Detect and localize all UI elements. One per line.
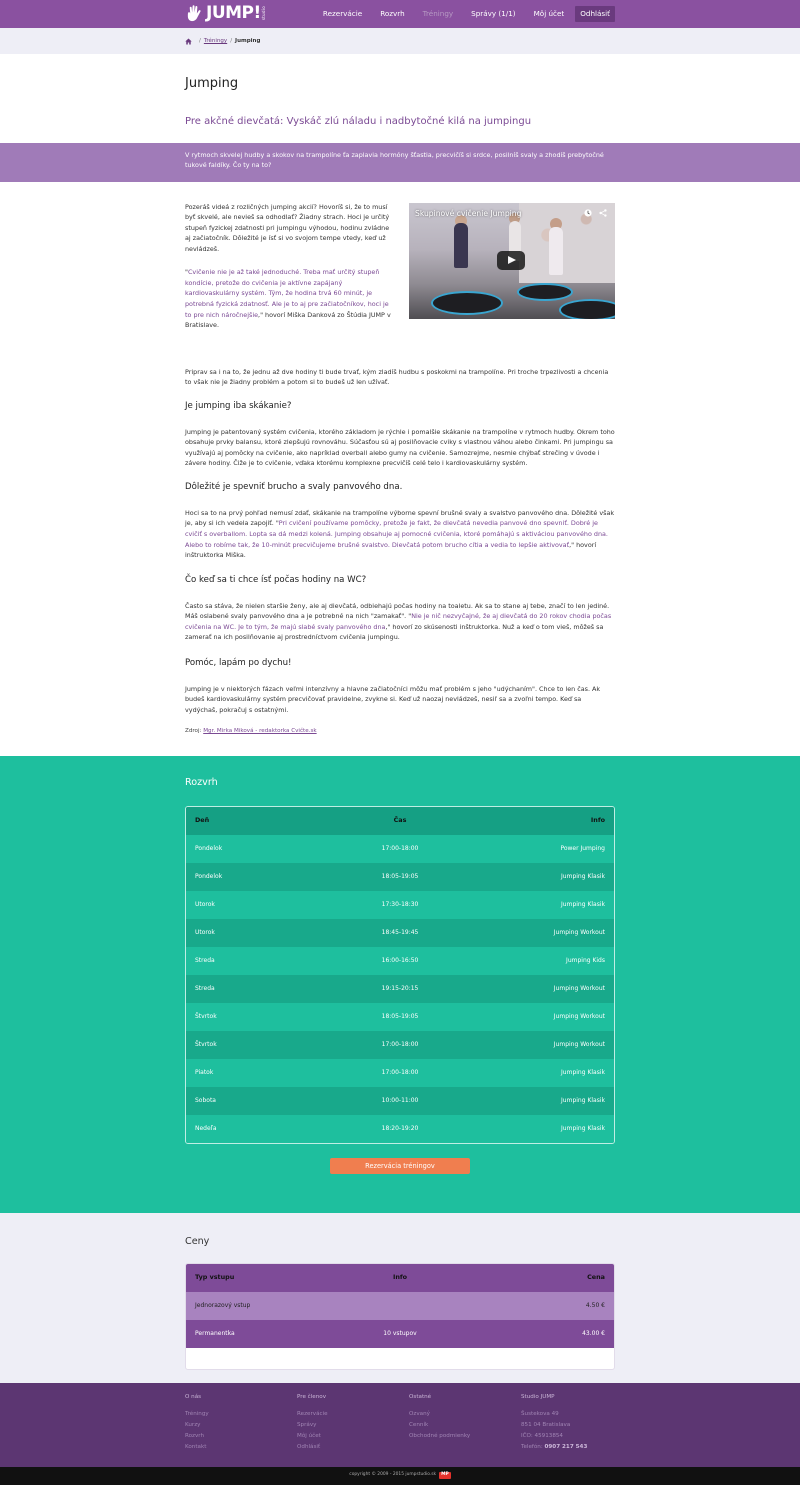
footer-column-title: Ostatné bbox=[409, 1393, 432, 1400]
table-row bbox=[186, 1059, 614, 1087]
paragraph-wc-attribution: ," hovorí zo skúsenosti inštruktorka. Nuž a keď o tom vieš, môžeš sa zamerať na ich posilňovanie aj prostredníctvom cvičenia jumpingu. bbox=[185, 622, 604, 642]
cell-info: Jumping Workout bbox=[553, 1041, 605, 1049]
breadcrumb-separator: / bbox=[230, 37, 233, 44]
intro-quote-paragraph bbox=[185, 267, 393, 330]
cell-info: Jumping Workout bbox=[553, 1013, 605, 1021]
video-trampoline bbox=[431, 291, 503, 315]
quote-open: " bbox=[185, 268, 188, 277]
footer-column-other bbox=[409, 1393, 519, 1442]
table-row bbox=[186, 1087, 614, 1115]
logout-button[interactable]: Odhlásiť bbox=[575, 6, 615, 22]
paragraph-core bbox=[185, 508, 615, 561]
footer-address: 851 04 Bratislava bbox=[521, 1422, 571, 1429]
logo[interactable] bbox=[185, 3, 266, 24]
cell-day: Streda bbox=[195, 957, 215, 965]
page-title: Jumping bbox=[185, 76, 239, 91]
footer-link[interactable]: Rezervácie bbox=[297, 1411, 328, 1418]
column-header: Info bbox=[590, 815, 605, 824]
top-navbar bbox=[0, 0, 800, 28]
cell-info: Jumping Klasik bbox=[561, 1069, 605, 1077]
table-row bbox=[186, 1320, 614, 1348]
copyright-text: copyright © 2009 - 2015 jumpstudio.sk bbox=[349, 1472, 437, 1478]
article-subtitle: Pre akčné dievčatá: Vyskáč zlú náladu i nadbytočné kilá na jumpingu bbox=[185, 115, 532, 127]
footer-phone-number[interactable]: 0907 217 543 bbox=[544, 1444, 588, 1451]
table-row bbox=[186, 919, 614, 947]
column-header: Čas bbox=[393, 815, 407, 824]
source bbox=[185, 727, 615, 735]
table-row bbox=[186, 1115, 614, 1143]
cell-time: 18:20-19:20 bbox=[381, 1125, 419, 1133]
cell-day: Streda bbox=[195, 985, 215, 993]
table-row bbox=[186, 863, 614, 891]
table-row bbox=[186, 1292, 614, 1320]
cell-day: Utorok bbox=[195, 929, 215, 937]
paragraph-jumping: Jumping je patentovaný systém cvičenia, ktorého základom je rýchle i pomalšie skákanie na trampolíne v rytmoch hudby. Okrem toho obsahuje prvky balansu, ktoré zlepšujú rovnováhu. Súčasťou sú aj posilňovacie cviky s vlastnou váhou alebo činkami. Pri jumpingu sa využívajú aj pomôcky na cvičenie, ako napríklad overball alebo gumy na cvičenie. Samozrejme, nesmie chýbať strečing v úvode i závere hodiny. Čiže je to cvičenie, vďaka ktorému komplexne precvičíš celé telo i kardiovaskulárny systém. bbox=[185, 427, 615, 468]
cell-day: Sobota bbox=[195, 1097, 216, 1105]
footer bbox=[0, 1383, 800, 1467]
heading-wc: Čo keď sa ti chce ísť počas hodiny na WC? bbox=[185, 574, 367, 585]
footer-company-id: IČO: 45913854 bbox=[521, 1433, 563, 1440]
cell-price: 43.00 € bbox=[582, 1330, 605, 1338]
column-header: Info bbox=[392, 1272, 408, 1281]
prices-table bbox=[185, 1263, 615, 1370]
footer-column-title: O nás bbox=[185, 1393, 202, 1400]
cell-price: 4.50 € bbox=[585, 1302, 605, 1310]
watch-later-icon[interactable] bbox=[584, 209, 592, 217]
schedule-table bbox=[185, 806, 615, 1144]
cell-time: 10:00-11:00 bbox=[381, 1097, 419, 1105]
footer-link[interactable]: Odhlásiť bbox=[297, 1444, 321, 1451]
heading-core: Dôležité je spevniť brucho a svaly panvového dna. bbox=[185, 481, 403, 492]
intro-section bbox=[185, 202, 615, 331]
table-row bbox=[186, 975, 614, 1003]
footer-phone-label: Telefón: bbox=[521, 1444, 543, 1451]
table-row bbox=[186, 1031, 614, 1059]
intro-paragraph: Pozeráš videá z rozličných jumping akcií? Hovoríš si, že to musí byť skvelé, ale nevieš sa odhodlať? Žiadny strach. Hoci je určitý stupeň fyzickej zdatnosti pri jumpingu výhodou, hodinu zvládne aj začiatočník. Dôležité je ísť si vo svojom tempe vtedy, keď už nevládzeš. bbox=[185, 202, 390, 253]
column-header: Cena bbox=[587, 1272, 605, 1281]
footer-link[interactable]: Cenník bbox=[409, 1422, 429, 1429]
home-icon[interactable] bbox=[185, 38, 192, 45]
cell-day: Štvrtok bbox=[195, 1041, 217, 1049]
lead-text: V rytmoch skvelej hudby a skokov na trampolíne ťa zaplavia hormóny šťastia, precvičíš si srdce, posilníš svaly a zhodíš prebytočné tukové faldíky. Čo ty na to? bbox=[185, 150, 604, 169]
copyright-bar bbox=[0, 1467, 800, 1485]
video-title[interactable]: Skupinové cvičenie Jumping bbox=[415, 208, 522, 218]
footer-link[interactable]: Môj účet bbox=[297, 1433, 321, 1440]
source-link[interactable]: Mgr. Mirka Miková - redaktorka Cvičte.sk bbox=[203, 728, 317, 735]
video-player[interactable] bbox=[409, 203, 615, 319]
footer-column-title: Pre členov bbox=[297, 1393, 327, 1400]
video-person bbox=[549, 227, 563, 275]
cell-info: 10 vstupov bbox=[383, 1330, 417, 1338]
breadcrumb bbox=[0, 28, 800, 54]
nav-my-account[interactable]: Môj účet bbox=[533, 9, 565, 18]
cell-day: Pondelok bbox=[195, 873, 223, 881]
hand-logo-icon bbox=[185, 4, 204, 23]
paragraph-core-text: Hoci sa to na prvý pohľad nemusí zdať, skákanie na trampolíne výborne spevní brušné svaly a svalstvo panvového dna. Dôležité však je, aby si ich vedela zapojiť. " bbox=[185, 508, 615, 528]
cell-time: 19:15-20:15 bbox=[381, 985, 419, 993]
footer-link[interactable]: Tréningy bbox=[185, 1411, 209, 1418]
cell-info: Jumping Workout bbox=[553, 929, 605, 937]
footer-link[interactable]: Kontakt bbox=[185, 1444, 207, 1451]
table-row bbox=[186, 835, 614, 863]
prices-title: Ceny bbox=[185, 1235, 210, 1247]
footer-link[interactable]: Kurzy bbox=[185, 1422, 201, 1429]
cell-info: Jumping Klasik bbox=[561, 873, 605, 881]
paragraph-wc-text: Často sa stáva, že nielen staršie ženy, ale aj dievčatá, odbiehajú počas hodiny na toaletu. Ak sa to stane aj tebe, značí to len jediné. Máš oslabené svaly panvového dna a je potrebné na nich "zamakať". " bbox=[185, 601, 610, 621]
table-header bbox=[186, 1264, 614, 1292]
cell-time: 17:30-18:30 bbox=[381, 901, 419, 909]
video-trampoline bbox=[559, 299, 615, 319]
footer-link[interactable]: Správy bbox=[297, 1422, 317, 1429]
cell-info: Jumping Klasik bbox=[561, 1097, 605, 1105]
cell-time: 18:45-19:45 bbox=[381, 929, 419, 937]
breadcrumb-separator: / bbox=[199, 37, 201, 44]
video-person bbox=[454, 223, 468, 268]
play-button-icon[interactable] bbox=[497, 251, 525, 270]
paragraph-prep: Priprav sa i na to, že jednu až dve hodiny ti bude trvať, kým zladíš hudbu s poskokmi na trampolíne. Pri troche trpezlivosti a chcenia to však nie je žiadny problém a potom si to budeš už len užívať. bbox=[185, 367, 609, 387]
footer-link[interactable]: Rozvrh bbox=[185, 1433, 205, 1440]
footer-column-members bbox=[297, 1393, 407, 1453]
nav-trainings[interactable]: Tréningy bbox=[422, 9, 454, 18]
footer-column-about bbox=[185, 1393, 295, 1453]
cell-time: 17:00-18:00 bbox=[381, 1041, 419, 1049]
cell-time: 18:05-19:05 bbox=[381, 1013, 419, 1021]
table-row bbox=[186, 947, 614, 975]
nav-schedule[interactable]: Rozvrh bbox=[380, 9, 405, 18]
schedule-section bbox=[0, 756, 800, 1213]
mp-badge[interactable]: MP bbox=[441, 1472, 449, 1478]
cell-time: 17:00-18:00 bbox=[381, 845, 419, 853]
paragraph-breath: Jumping je v niektorých fázach veľmi intenzívny a hlavne začiatočníci môžu mať problém s jeho "udýchaním". Chce to len čas. Ak budeš kardiovaskulárny systém precvičovať pravidelne, zvykne si. Keď už naozaj nevládzeš, nesiľ sa a zvoľni tempo. Keď sa vydýchaš, pokračuj s ostatnými. bbox=[185, 684, 601, 714]
footer-address: Šustekova 49 bbox=[521, 1411, 559, 1418]
footer-link[interactable]: Obchodné podmienky bbox=[409, 1433, 471, 1440]
schedule-title: Rozvrh bbox=[185, 776, 218, 788]
quote-attribution: ," hovorí Miška Danková zo Štúdia JUMP v Bratislave. bbox=[185, 310, 391, 330]
cell-day: Piatok bbox=[195, 1069, 214, 1077]
cell-type: Permanentka bbox=[195, 1330, 235, 1338]
footer-column-contact bbox=[521, 1393, 631, 1453]
column-header: Typ vstupu bbox=[195, 1272, 235, 1281]
nav-reservations[interactable]: Rezervácie bbox=[322, 9, 363, 18]
reserve-trainings-button[interactable]: Rezervácia tréningov bbox=[330, 1158, 470, 1174]
breadcrumb-trainings-link[interactable]: Tréningy bbox=[203, 37, 228, 44]
footer-link[interactable]: Ozvaný bbox=[409, 1411, 430, 1418]
source-label: Zdroj: bbox=[185, 728, 202, 735]
cell-day: Utorok bbox=[195, 901, 215, 909]
cell-time: 16:00-16:50 bbox=[381, 957, 419, 965]
cell-day: Nedeľa bbox=[195, 1125, 217, 1133]
share-icon[interactable] bbox=[599, 209, 607, 217]
cell-day: Pondelok bbox=[195, 845, 223, 853]
intro-text bbox=[185, 202, 393, 331]
cell-time: 18:05-19:05 bbox=[381, 873, 419, 881]
paragraph-core-quote: Pri cvičení používame pomôcky, pretože je fakt, že dievčatá nevedia panvové dno spevniť. Dobré je cvičiť s overballom. Lopta sa dá medzi kolená. Jumping obsahuje aj pomocné cvičenia, ktoré pomáhajú s aktiváciou panvového dna. Alebo to robíme tak, že 10-minút precvičujeme brušné svalstvo. Dievčatá potom brucho cítia a vedia to lepšie aktivovať bbox=[185, 519, 608, 549]
main-nav bbox=[305, 6, 615, 22]
lead-band bbox=[0, 143, 800, 182]
footer-phone bbox=[521, 1442, 631, 1453]
prices-section bbox=[0, 1213, 800, 1383]
cell-time: 17:00-18:00 bbox=[381, 1069, 419, 1077]
heading-breath: Pomóc, lapám po dychu! bbox=[185, 657, 292, 668]
table-header bbox=[186, 807, 614, 835]
paragraph-wc-quote: Nie je nič nezvyčajné, že aj dievčatá do 20 rokov chodia počas cvičenia na WC. Je to tým, že majú slabé svaly panvového dna bbox=[185, 612, 612, 631]
logo-studio: studio bbox=[260, 6, 266, 21]
table-row bbox=[186, 891, 614, 919]
nav-messages[interactable]: Správy (1/1) bbox=[471, 9, 516, 18]
cell-info: Power Jumping bbox=[560, 845, 605, 853]
cell-info: Jumping Klasik bbox=[561, 901, 605, 909]
table-row bbox=[186, 1003, 614, 1031]
video-trampoline bbox=[517, 283, 573, 301]
heading-jumping: Je jumping iba skákanie? bbox=[185, 400, 292, 411]
cell-info: Jumping Klasik bbox=[561, 1125, 605, 1133]
cell-day: Štvrtok bbox=[195, 1013, 217, 1021]
footer-column-title: Studio JUMP bbox=[521, 1393, 555, 1400]
logo-text: JUMP! bbox=[206, 3, 261, 23]
cell-info: Jumping Kids bbox=[566, 957, 605, 965]
column-header: Deň bbox=[195, 815, 210, 824]
intro-quote: Cvičenie nie je až také jednoduché. Treba mať určitý stupeň kondície, pretože do cvičenia je aktívne zapájaný kardiovaskulárny systém. Tým, že hodina trvá 60 minút, je potrebná fyzická zdatnosť. Ale je to aj pre začiatočníkov, hoci je to pre nich náročnejšie bbox=[185, 268, 389, 319]
paragraph-core-attribution: ," hovorí inštruktorka Miška. bbox=[185, 540, 597, 560]
paragraph-wc bbox=[185, 601, 615, 643]
cell-info: Jumping Workout bbox=[553, 985, 605, 993]
breadcrumb-current: Jumping bbox=[235, 37, 261, 44]
cell-type: Jednorazový vstup bbox=[195, 1302, 251, 1310]
